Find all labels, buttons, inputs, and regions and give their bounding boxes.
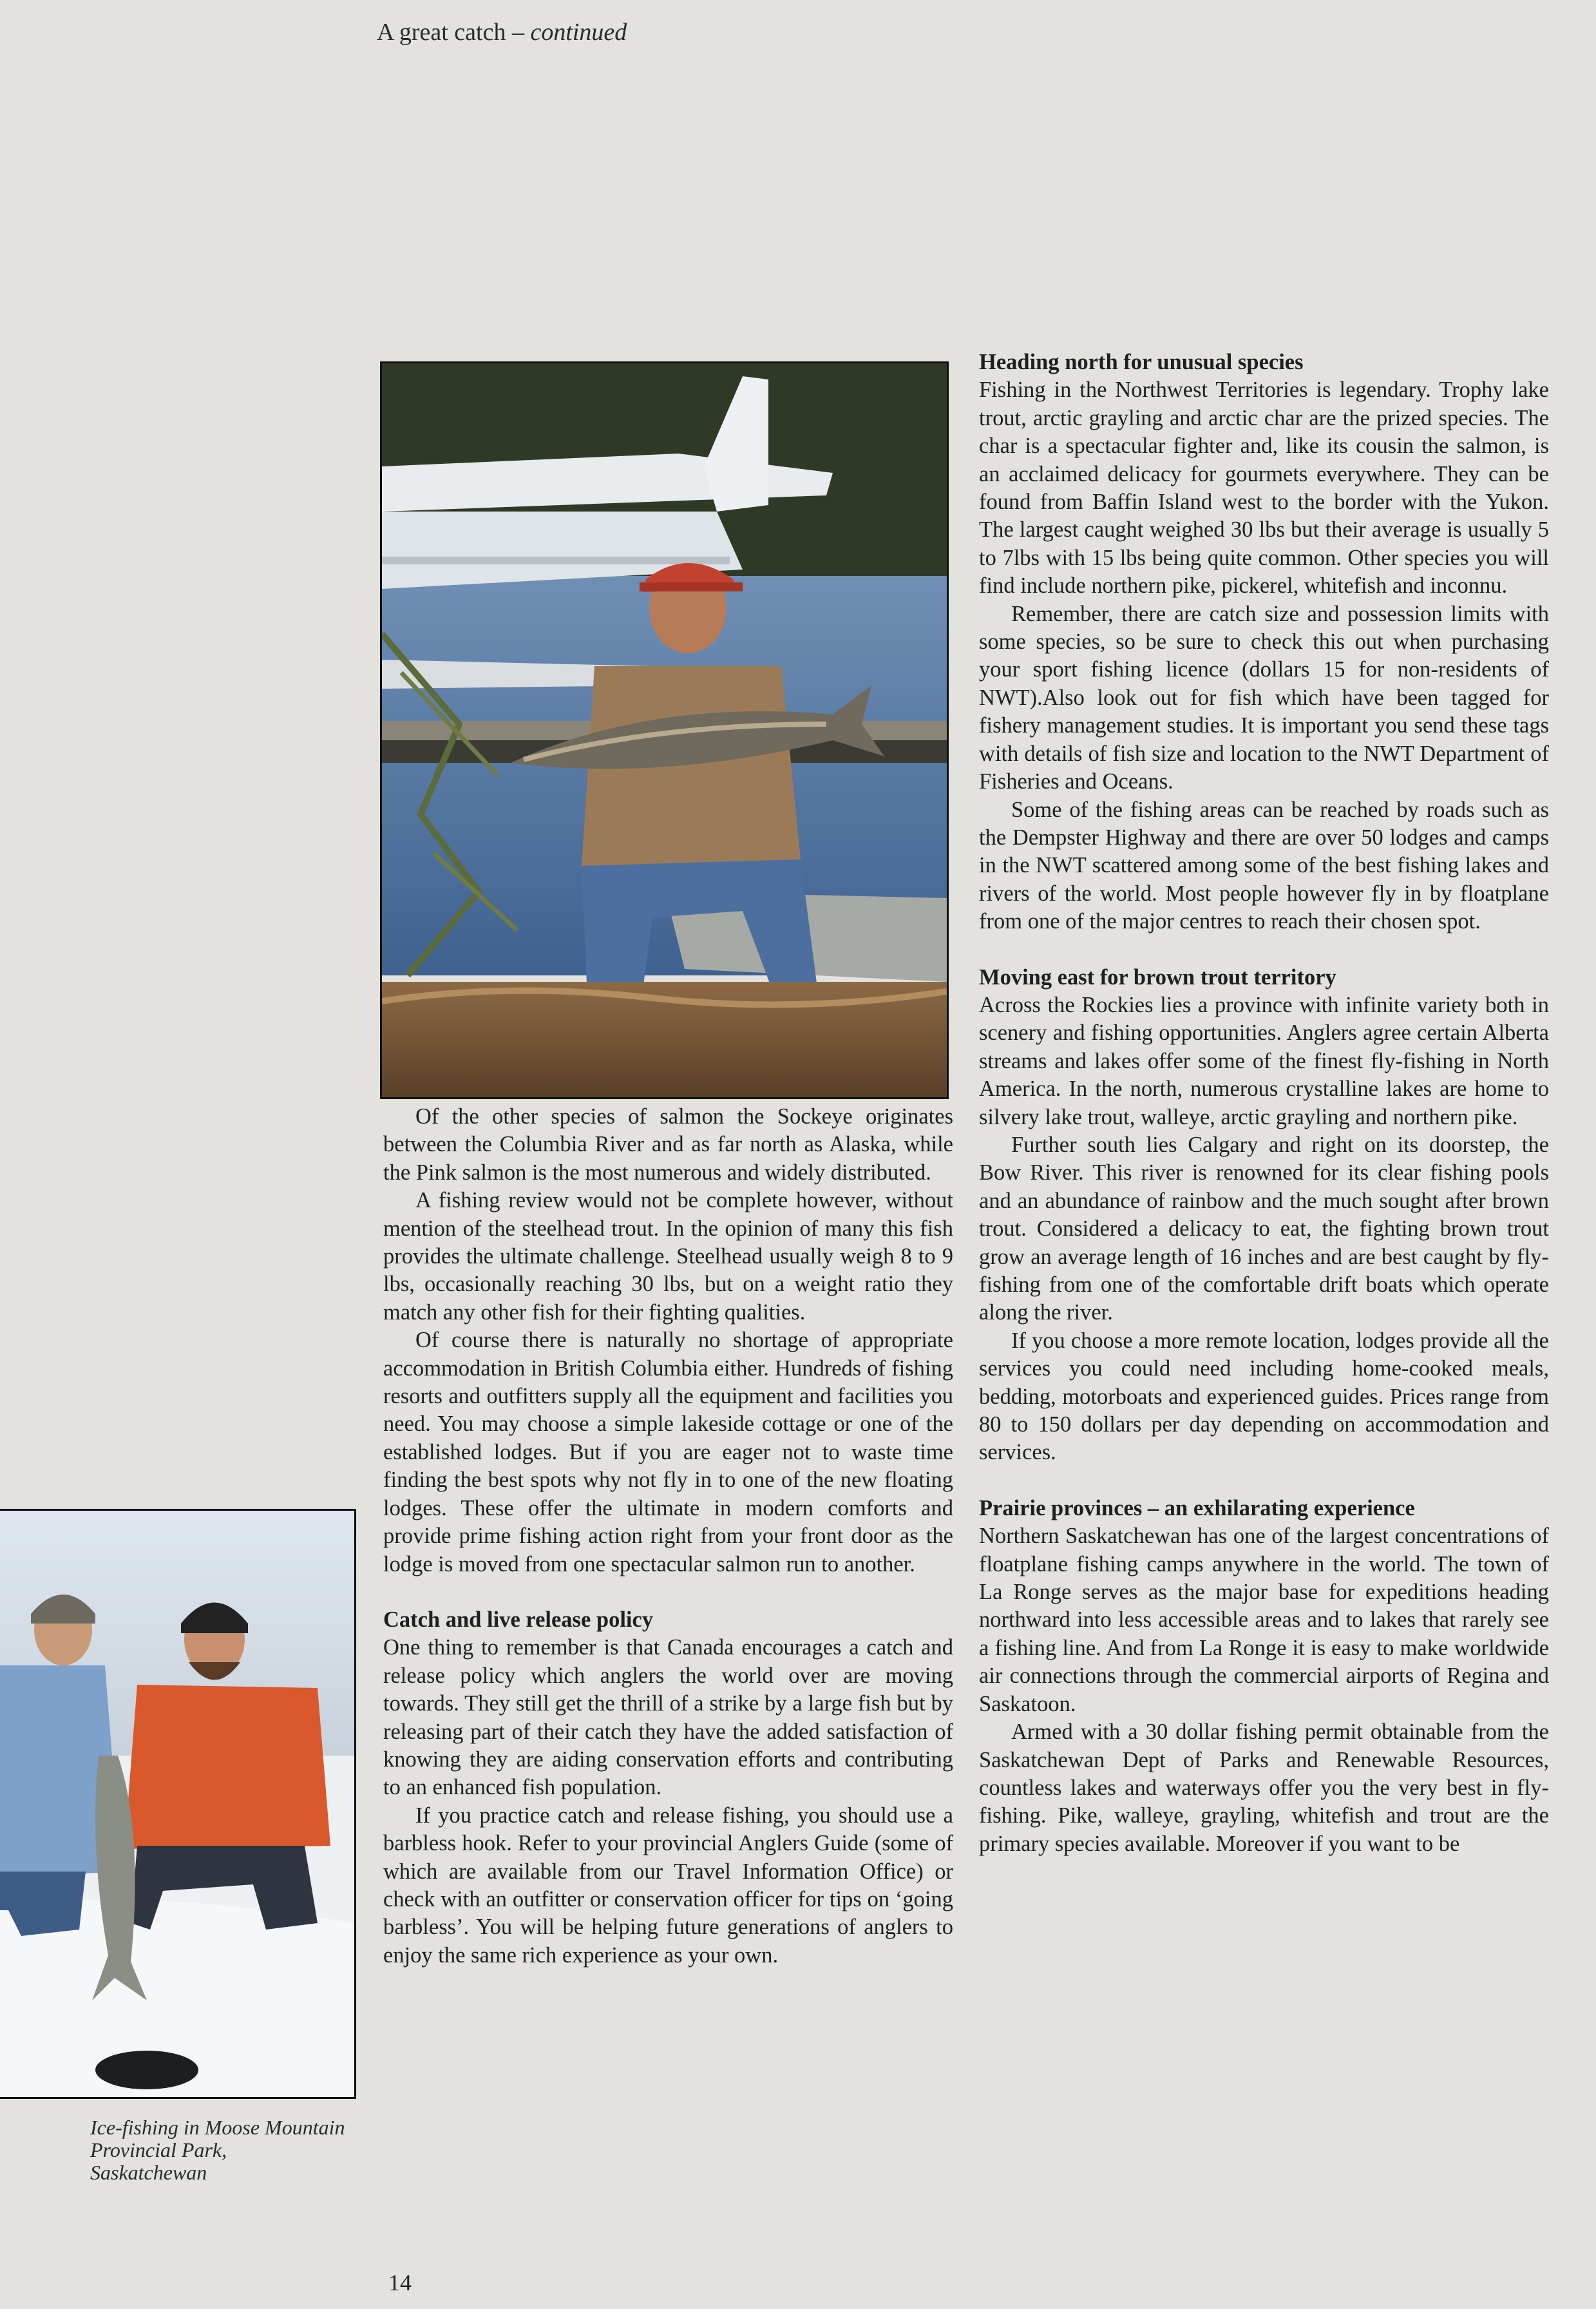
paragraph: Remember, there are catch size and possession limits with some species, so be sure to check this out when purchasing your sport fishing licence (dollars 15 for non-residents of NWT).Also look out for fish which have been tagged for fishery management studies. It is important you send these tags with details of fish size and location to the NWT Department of Fisheries and Oceans.	[979, 601, 1549, 794]
photo-caption: Ice-fishing in Moose Mountain Provincial Park, Saskatchewan	[90, 2116, 345, 2184]
paragraph: Of the other species of salmon the Sockeye originates between the Columbia River and as far north as Alaska, while the Pink salmon is the most numerous and widely distributed.	[383, 1104, 953, 1185]
text-column-left	[383, 1103, 953, 1969]
running-head-continued: continued	[530, 19, 627, 46]
paragraph: A fishing review would not be complete however, without mention of the steelhead trout. In the opinion of many this fish provides the ultimate challenge. Steelhead usually weigh 8 to 9 lbs, occasionally reaching 30 lbs, but on a weight ratio they match any other fish for their fighting qualities.	[383, 1188, 953, 1325]
paragraph: If you choose a more remote location, lodges provide all the services you could need including home-cooked meals, bedding, motorboats and experienced guides. Prices range from 80 to 150 dollars per day depending on accommodation and services.	[979, 1328, 1549, 1465]
paragraph: One thing to remember is that Canada encourages a catch and release policy which anglers the world over are moving towards. They still get the thrill of a strike by a large fish but by releasing part of their catch they have the added satisfaction of knowing they are aiding conservation efforts and contributing to an enhanced fish population.	[383, 1635, 953, 1800]
page-number: 14	[388, 2270, 412, 2295]
running-head-title: A great catch –	[377, 19, 531, 46]
paragraph: Some of the fishing areas can be reached by roads such as the Dempster Highway and there are over 50 lodges and camps in the NWT scattered among some of the best fishing lakes and rivers of the world. Most people however fly in by floatplane from one of the major centres to reach their chosen spot.	[979, 797, 1549, 934]
section-heading-north: Heading north for unusual species	[979, 350, 1304, 374]
paragraph: Northern Saskatchewan has one of the largest concentrations of floatplane fishing camps anywhere in the world. The town of La Ronge serves as the major base for expeditions heading northward into less accessible areas and to lakes that rarely see a fishing line. And from La Ronge it is easy to make worldwide air connections through the commercial airports of Regina and Saskatoon.	[979, 1524, 1549, 1716]
photo-ice-fishing	[0, 1509, 356, 2099]
photo-fisherman-with-floatplane	[380, 361, 949, 1099]
section-heading-east: Moving east for brown trout territory	[979, 964, 1336, 990]
paragraph: If you practice catch and release fishing, you should use a barbless hook. Refer to your provincial Anglers Guide (some of which are available from our Travel Information Office) or check with an outfitter or conservation officer for tips on ‘going barbless’. You will be helping future generations of anglers to enjoy the same rich experience as your own.	[383, 1803, 953, 1968]
paragraph: Further south lies Calgary and right on its doorstep, the Bow River. This river is renowned for its clear fishing pools and an abundance of rainbow and the much sought after brown trout. Considered a delicacy to eat, the fighting brown trout grow an average length of 16 inches and are best caught by fly-fishing from one of the comfortable drift boats which operate along the river.	[979, 1132, 1549, 1325]
running-head	[377, 18, 627, 46]
section-heading-prairie: Prairie provinces – an exhilarating experience	[979, 1495, 1415, 1520]
paragraph: Armed with a 30 dollar fishing permit obtainable from the Saskatchewan Dept of Parks and Renewable Resources, countless lakes and waterways offer you the very best in fly-fishing. Pike, walleye, grayling, whitefish and trout are the primary species available. Moreover if you want to be	[979, 1720, 1549, 1856]
paragraph: Of course there is naturally no shortage of appropriate accommodation in British Columbia either. Hundreds of fishing resorts and outfitters supply all the equipment and facilities you need. You may choose a simple lakeside cottage or one of the established lodges. But if you are eager not to waste time finding the best spots why not fly in to one of the new floating lodges. These offer the ultimate in modern comforts and provide prime fishing action right from your front door as the lodge is moved from one spectacular salmon run to another.	[383, 1328, 953, 1576]
section-heading-catch-release: Catch and live release policy	[383, 1607, 654, 1632]
paragraph: Across the Rockies lies a province with infinite variety both in scenery and fishing opportunities. Anglers agree certain Alberta streams and lakes offer some of the finest fly-fishing in North America. In the north, numerous crystalline lakes are home to silvery lake trout, walleye, arctic grayling and northern pike.	[979, 992, 1549, 1129]
text-column-right	[979, 349, 1549, 1858]
paragraph: Fishing in the Northwest Territories is legendary. Trophy lake trout, arctic grayling and arctic char are the prized species. The char is a spectacular fighter and, like its cousin the salmon, is an acclaimed delicacy for gourmets everywhere. They can be found from Baffin Island west to the border with the Yukon. The largest caught weighed 30 lbs but their average is usually 5 to 7lbs with 15 lbs being quite common. Other species you will find include northern pike, pickerel, whitefish and inconnu.	[979, 378, 1549, 599]
